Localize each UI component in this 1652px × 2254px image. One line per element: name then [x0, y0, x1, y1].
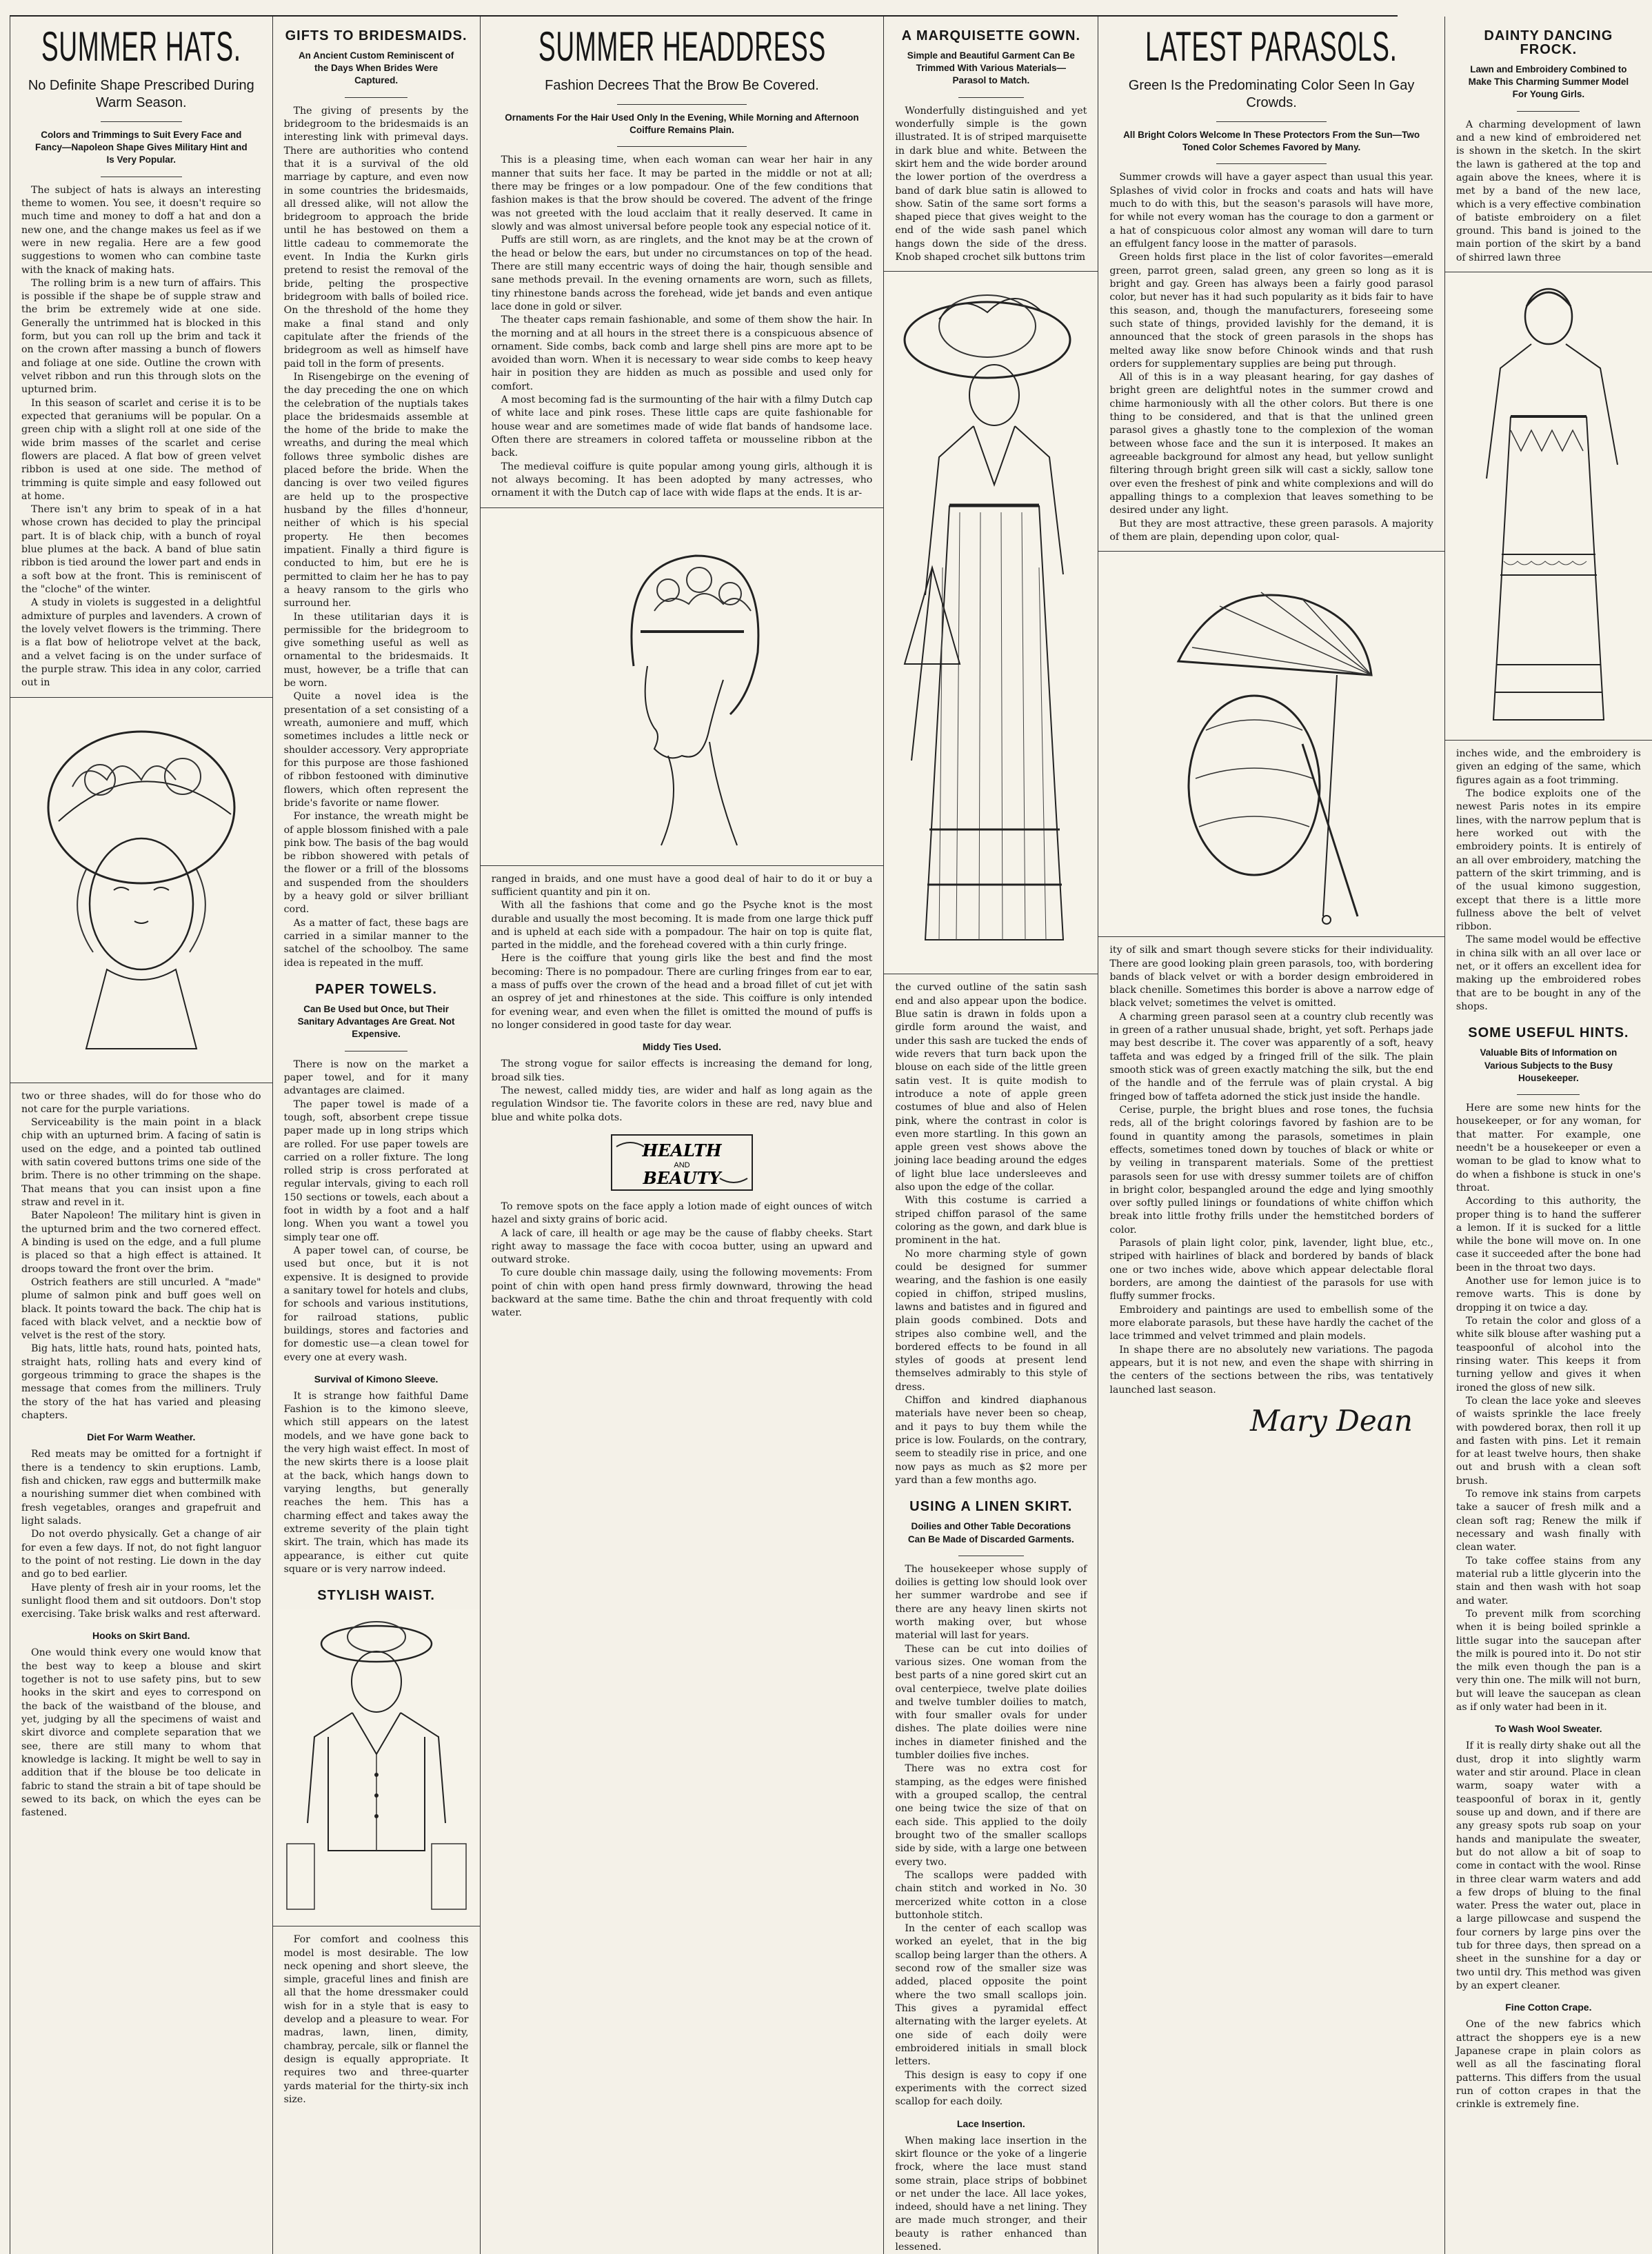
- subtitle-diet: Diet For Warm Weather.: [87, 1431, 196, 1443]
- paragraph: There is now on the market a paper towel, and for it many advantages are claimed.: [283, 1058, 469, 1097]
- paragraph: But they are most attractive, these green parasols. A majority of them are plain, depending upon color, qual-: [1109, 518, 1433, 543]
- paragraph: Chiffon and kindred diaphanous materials have never been so cheap, and it pays to buy them while the price is low. Foulards, on the contrary, seem to steadily rise in price, and one now pays as much as $2 more per yard than a few months ago.: [895, 1395, 1087, 1486]
- paragraph: The strong vogue for sailor effects is increasing the demand for long, broad silk ties.: [491, 1058, 873, 1083]
- subtitle-middy-ties: Middy Ties Used.: [642, 1041, 721, 1053]
- paragraph: ranged in braids, and one must have a good deal of hair to do it or buy a sufficient quantity and pin it on.: [491, 873, 873, 898]
- illustration-woman-in-hat: [10, 697, 272, 1083]
- paragraph: Red meats may be omitted for a fortnight if there is a tendency to skin eruptions. Lamb, fish and chicken, raw eggs and buttermilk make a nourishing summer diet when combined with fresh vegetables, oranges and grapefruit and light salads.: [21, 1449, 261, 1527]
- headline-summer-hats: SUMMER HATS.: [41, 23, 241, 70]
- paragraph: A paper towel can, of course, be used but once, but it is not expensive. It is designed to provide a sanitary towel for hotels and clubs, for schools and various institutions, for railroad stations, public buildings, stores and factories and for domestic use—a clean towel for every one at every wash.: [283, 1245, 469, 1363]
- paragraph: It is strange how faithful Dame Fashion is to the kimono sleeve, which still appears on the latest models, and we have gone back to the very high waist effect. In most of the new skirts there is a loose plait at the back, which hangs down to varying lengths, but generally reaches the hem. This has a charming effect and takes away the extreme severity of the plain tight skirt. The train, which has made its appearance, is either cut quite square or is very narrow indeed.: [283, 1390, 469, 1575]
- article-summer-hats-continued: [21, 1090, 261, 1820]
- article-marquisette-gown: [895, 105, 1087, 265]
- article-marquisette-gown-continued: [895, 981, 1087, 1487]
- logo-text-and: AND: [674, 1160, 690, 1169]
- paragraph: According to this authority, the proper thing is to hand the sufferer a lemon. If it is sucked for a little while the bone will move on. In one case it succeeded after the bone had been in the throat two days.: [1455, 1196, 1641, 1274]
- paragraph: With this costume is carried a striped chiffon parasol of the same coloring as the gown, and dark blue is prominent in the hat.: [895, 1195, 1087, 1247]
- paragraph: These can be cut into doilies of various sizes. One woman from the best parts of a nine gored skirt cut an oval centerpiece, twelve plate doilies and twelve tumbler doilies to match, with four smaller ovals for under dishes. The plate doilies were nine inches in diameter finished and the tumbler doilies five inches.: [895, 1643, 1087, 1762]
- article-latest-parasols-continued: [1109, 944, 1433, 1397]
- paragraph: The paper towel is made of a tough, soft, absorbent crepe tissue paper made up in long strips which are rolled. For use paper towels are carried on a roller fixture. The long rolled strip is cross perforated at regular intervals, giving to each roll 150 sections or towels, each about a foot in width by a foot and a half long. When you want a towel you simply tear one off.: [283, 1098, 469, 1243]
- deck-linen-skirt: Doilies and Other Table Decorations Can Be Made of Discarded Garments.: [907, 1521, 1074, 1544]
- deck-gifts-bridesmaids: An Ancient Custom Reminiscent of the Days When Brides Were Captured.: [298, 50, 454, 86]
- article-useful-hints: [1456, 1102, 1641, 2112]
- article-latest-parasols: [1109, 171, 1433, 544]
- column-dancing-frock: [1445, 17, 1652, 2254]
- deck-summer-headdress: Ornaments For the Hair Used Only In the Evening, While Morning and Afternoon Coiffure Remains Plain.: [505, 112, 859, 136]
- paragraph: The giving of presents by the bridegroom to the bridesmaids is an interesting link with primeval days. There are authorities who contend that it is a survival of the old marriage by capture, and even now in some countries the bridesmaids, all dressed alike, will not allow the bridegroom to approach the bride until he has bestowed on them a little cadeau to commemorate the event. In India the Kurkn girls pretend to resist the removal of the bride, pelting the prospective bridegroom with balls of boiled rice. On the threshold of the home they make a final stand and only capitulate after the friends of the bridegroom as well as himself have paid toll in the form of presents.: [283, 105, 469, 370]
- logo-text-beauty: BEAUTY: [643, 1167, 721, 1188]
- article-summer-headdress-continued: [492, 873, 873, 1125]
- paragraph: In the center of each scallop was worked an eyelet, that in the big scallop being larger than the others. A second row of the smaller size was added, placed opposite the point where the two small scallops join. This gives a pyramidal effect alternating with the larger eyelets. At one side of each doily were embroidered initials in small block letters.: [895, 1923, 1087, 2068]
- deck-marquisette-gown: Simple and Beautiful Garment Can Be Trimmed With Various Materials—Parasol to Match.: [907, 50, 1075, 86]
- paragraph: A study in violets is suggested in a delightful admixture of purples and lavenders. A crown of the lovely velvet flowers is the trimming. There is a flat bow of heliotrope velvet at the back, and a velvet facing is on the under surface of the purple straw. This idea in any color, carried out in: [21, 597, 261, 689]
- paragraph: Green holds first place in the list of color favorites—emerald green, parrot green, salad green, any green so long as it is bright and gay. Green has always been a fairly good parasol color, but never has it had such popularity as it bids fair to have this season, and, though the manufacturers, foreseeing some such state of things, provided lavishly for the demand, it is announced that the stock of green parasols in the shops has melted away like snow before Chinook winds and that rush orders for supplementary supplies are being put through.: [1109, 252, 1433, 370]
- illustration-parasols: [1098, 551, 1444, 937]
- paragraph: Have plenty of fresh air in your rooms, let the sunlight flood them and sit outdoors. Don't stop exercising. Take brisk walks and rest afterward.: [21, 1582, 261, 1620]
- paragraph: Serviceability is the main point in a black chip with an upturned brim. A facing of satin is used on the edge, and a pointed tab outlined with satin covered buttons trims one side of the brim. There is no other trimming on the shape. That means that you can insist upon a fine straw and revel in it.: [21, 1117, 261, 1209]
- headline-summer-headdress: SUMMER HEADDRESS: [538, 23, 826, 70]
- paragraph: In this season of scarlet and cerise it is to be expected that geraniums will be popular. On a green chip with a slight roll at one side of the wide brim masses of the scarlet and cerise flowers are placed. A flat bow of green velvet ribbon is used at one side. The method of trimming is quite simple and easy followed out at home.: [21, 397, 261, 502]
- paragraph: A charming development of lawn and a new kind of embroidered net is shown in the sketch. In the skirt the lawn is gathered at the top and again above the knees, where it is met by a band of the new lace, which is a very effective combination of batiste embroidery on a filet ground. This band is joined to the main portion of the skirt by a band of shirred lawn three: [1455, 119, 1641, 263]
- paragraph: To prevent milk from scorching when it is being boiled sprinkle a little sugar into the saucepan after the milk is poured into it. Do not stir the milk even though the pan is a very thin one. The milk will not burn, but will leave the saucepan as clean as if only water had been in it.: [1455, 1608, 1641, 1713]
- column-grid: [10, 15, 1641, 2253]
- paragraph: Puffs are still worn, as are ringlets, and the knot may be at the crown of the head or below the ears, but under no circumstances on top of the head. There are still many eccentric ways of doing the hair, though sensible and sane methods prevail. In the evening ornaments are worn, such as fillets, tiny rhinestone bands across the forehead, wide jet bands and even antique lace done in gold or silver.: [491, 234, 873, 312]
- paragraph: Here is the coiffure that young girls like the best and find the most becoming: There is no pompadour. There are curling fringes from ear to ear, a mass of puffs over the crown of the head and a broad fillet of cut jet with an osprey of jet and rhinestones at the side. This coiffure is only intended for evening wear, and even when the fillet is omitted the mound of puffs is no longer considered in good taste for day wear.: [491, 953, 873, 1031]
- headline-useful-hints: SOME USEFUL HINTS.: [1468, 1025, 1629, 1041]
- subtitle-kimono: Survival of Kimono Sleeve.: [314, 1373, 439, 1385]
- paragraph: There isn't any brim to speak of in a hat whose crown has decided to play the principal part. It is of black chip, with a bunch of royal blue plumes at the back. A band of blue satin ribbon is tied around the lower part and ends in a soft bow at the front. This is reminiscent of the "cloche" of the winter.: [21, 504, 261, 596]
- subhead-summer-headdress: Fashion Decrees That the Brow Be Covered.: [545, 78, 819, 93]
- paragraph: Embroidery and paintings are used to embellish some of the more elaborate parasols, but these have hardly the cachet of the lace trimmed and velvet trimmed and plain models.: [1109, 1304, 1433, 1342]
- subtitle-hooks: Hooks on Skirt Band.: [92, 1630, 190, 1642]
- illustration-marquisette-gown: [884, 271, 1098, 974]
- paragraph: the curved outline of the satin sash end and also appear upon the bodice. Blue satin is drawn in folds upon a girdle form around the waist, and under this sash are tucked the ends of wide revers that turn back upon the blouse on each side of the little green satin vest. It is quite modish to introduce a note of apple green costumes of blue and also of Helen pink, where the contrast in color is even more startling. In this gown an apple green vest shows above the joining lace beading around the edges of light blue lace undersleeves and also upon the edge of the collar.: [895, 982, 1087, 1194]
- headline-marquisette-gown: A MARQUISETTE GOWN.: [901, 28, 1081, 43]
- logo-text-health: HEALTH: [642, 1140, 722, 1160]
- paragraph: The rolling brim is a new turn of affairs. This is possible if the shape be of supple straw and the brim be extremely wide at one side. Generally the untrimmed hat is blocked in this form, but you can roll up the brim and tack it on the crown after massing a bunch of flowers and foliage at one side. Outline the crown with velvet ribbon and run this through slots on the upturned brim.: [21, 277, 261, 396]
- paragraph: The scallops were padded with chain stitch and worked in No. 30 mercerized white cotton in a close buttonhole stitch.: [895, 1869, 1087, 1921]
- deck-paper-towels: Can Be Used but Once, but Their Sanitary Advantages Are Great. Not Expensive.: [297, 1003, 455, 1040]
- column-bridesmaids: [273, 17, 481, 2254]
- subhead-summer-hats: No Definite Shape Prescribed During Warm Season.: [28, 78, 254, 110]
- paragraph: In these utilitarian days it is permissible for the bridegroom to give something useful as well as ornamental to the bridesmaids. It must, however, be a trifle that can be worn.: [283, 611, 469, 690]
- paragraph: Do not overdo physically. Get a change of air for even a few days. If not, do not fight languor to the point of not resting. Lie down in the day and go to bed earlier.: [21, 1529, 261, 1580]
- headline-paper-towels: PAPER TOWELS.: [315, 981, 437, 997]
- paragraph: Wonderfully distinguished and yet wonderfully simple is the gown illustrated. It is of striped marquisette in dark blue and white. Between the skirt hem and the wide border around the lower portion of the overdress a band of dark blue satin is allowed to show. Satin of the same sort forms a shaped piece that gives weight to the end of the wide sash panel which hangs down the side of the dress. Knob shaped crochet silk buttons trim: [895, 105, 1087, 263]
- subtitle-cotton-crape: Fine Cotton Crape.: [1505, 2002, 1592, 2013]
- paragraph: As a matter of fact, these bags are carried in a similar manner to the satchel of the schoolboy. The same idea is repeated in the muff.: [283, 917, 469, 969]
- paragraph: The bodice exploits one of the newest Paris notes in its empire lines, with the narrow peplum that is here worked out with the embroidery points. It is entirely of an all over embroidery, matching the pattern of the skirt trimming, and is of the usual kimono suggestion, except that there is a little more fullness above the belt of velvet ribbon.: [1455, 788, 1641, 933]
- headline-stylish-waist: STYLISH WAIST.: [317, 1588, 435, 1604]
- article-health-beauty: [492, 1200, 873, 1320]
- paragraph: Big hats, little hats, round hats, pointed hats, straight hats, rolling hats and every kind of gorgeous trimming to grace the shapes is the message that comes from the milliners. Truly the story of the hat has varied and pleasing chapters.: [21, 1343, 261, 1422]
- article-summer-headdress: [492, 154, 873, 500]
- paragraph: To clean the lace yoke and sleeves of waists sprinkle the lace freely with powdered borax, then roll it up and fasten with pins. Let it remain for at least twelve hours, then shake out and brush with a clean soft brush.: [1455, 1395, 1641, 1487]
- paragraph: Parasols of plain light color, pink, lavender, light blue, etc., striped with hairlines of black and bordered by bands of black one or two inches wide, above which appear delectable floral borders, are among the daintiest of the parasols for use with fluffy summer frocks.: [1109, 1238, 1433, 1302]
- paragraph: No more charming style of gown could be designed for summer wearing, and the fashion is one easily copied in chiffon, striped muslins, lawns and batistes and in figured and plain goods combined. Dots and stripes also combine well, and the bordered effects to be found in all styles of goods at present lend themselves admirably to this style of dress.: [895, 1248, 1087, 1393]
- column-parasols: [1098, 17, 1445, 2254]
- paragraph: To remove spots on the face apply a lotion made of eight ounces of witch hazel and sixty grains of boric acid.: [491, 1200, 873, 1226]
- paragraph: For instance, the wreath might be of apple blossom finished with a pale pink bow. The basis of the bag would be ribbon showered with petals of the flower or a frill of the blossoms and suspended from the shoulders by a heavy gold or silver brilliant cord.: [283, 811, 469, 916]
- paragraph: In Risengebirge on the evening of the day preceding the one on which the celebration of the nuptials takes place the bridesmaids assemble at the home of the bride to make the wreaths, and during the meal which follows three symbolic dishes are placed before the bride. When the dancing is over two veiled figures are held up to the prospective husband by the filles d'honneur, neither of which is his special property. He then becomes impatient. Finally a third figure is conducted to him, but ere he is permitted to claim her he has to pay a heavy ransom to the girls who surround her.: [283, 371, 469, 610]
- paragraph: One would think every one would know that the best way to keep a blouse and skirt together is not to use safety pins, but to sew hooks in the skirt and eyes to correspond on the back of the waistband of the blouse, and yet, judging by all the specimens of waist and skirt divorce and complete separation that we see, there are still many to whom that knowledge is lacking. It might be well to say in addition that if the blouse be too delicate in fabric to stand the strain a bit of tape should be sewed to its back, on which the eyes can be fastened.: [21, 1647, 261, 1819]
- paragraph: In shape there are no absolutely new variations. The pagoda appears, but it is not new, and even the shape with shirring in the centers of the sections between the ribs, was tentatively launched last season.: [1109, 1344, 1433, 1396]
- subhead-latest-parasols: Green Is the Predominating Color Seen In Gay Crowds.: [1128, 78, 1415, 110]
- article-summer-hats: [21, 184, 261, 690]
- headline-gifts-bridesmaids: GIFTS TO BRIDESMAIDS.: [285, 28, 467, 43]
- headline-dancing-frock: DAINTY DANCING FROCK.: [1484, 28, 1613, 57]
- paragraph: This is a pleasing time, when each woman can wear her hair in any manner that suits her face. It may be parted in the middle or not at all; there may be fringes or a low pompadour. One of the few conditions that fashion makes is that the brow should be covered. The advent of the fringe was not greeted with the loud acclaim that it really deserved. It came in slowly and was almost universal before people took any especial notice of it.: [491, 154, 873, 232]
- headline-linen-skirt: USING A LINEN SKIRT.: [909, 1499, 1073, 1515]
- paragraph: A charming green parasol seen at a country club recently was in green of a rather unusual shade, bright, yet soft. Perhaps jade may best describe it. The cover was apparently of a soft, heavy taffeta and was edged by a fringed frill of the silk. The plain smooth stick was of green exactly matching the silk, but the end of the handle and of the ferrule was of plain crystal. A big fringed bow of taffeta adorned the stick just inside the handle.: [1109, 1011, 1433, 1103]
- paragraph: A lack of care, ill health or age may be the cause of flabby cheeks. Start right away to massage the face with cocoa butter, using an upward and outward stroke.: [491, 1227, 873, 1266]
- paragraph: Quite a novel idea is the presentation of a set consisting of a wreath, aumoniere and muff, which sometimes includes a little neck or shoulder accessory. Very appropriate for this purpose are those fashioned of ribbon festooned with diminutive flowers, which often represent the bride's favorite or name flower.: [283, 691, 469, 809]
- paragraph: This design is easy to copy if one experiments with the correct sized scallop for each doily.: [895, 2069, 1087, 2108]
- paragraph: With all the fashions that come and go the Psyche knot is the most durable and usually the most becoming. It is made from one large thick puff and is upheld at each side with a pompadour. The hair on top is quite flat, parted in the middle, and the forehead covered with a thin curly fringe.: [491, 900, 873, 952]
- paragraph: The housekeeper whose supply of doilies is getting low should look over her summer wardrobe and see if there are any heavy linen skirts not worth making over, but whose material will last for years.: [895, 1563, 1087, 1642]
- paragraph: The same model would be effective in china silk with an all over lace or net, or it offers an excellent idea for making up the embroidered robes that are to be bought in any of the shops.: [1455, 934, 1641, 1013]
- article-paper-towels: [284, 1058, 469, 1577]
- paragraph: ity of silk and smart though severe sticks for their individuality. There are good looking plain green parasols, too, with bordering bands of black velvet or with a border design embroidered in black chenille. Sometimes this border is above a narrow edge of black velvet; sometimes the velvet is omitted.: [1109, 945, 1433, 1009]
- paragraph: The theater caps remain fashionable, and some of them show the hair. In the morning and at all hours in the street there is a conspicuous absence of ornament. Side combs, back comb and large shell pins are more apt to be avoided than worn. When it is necessary to wear side combs to keep heavy hair in position they are hidden as much as possible and used only for comfort.: [491, 314, 873, 392]
- paragraph: To take coffee stains from any material rub a little glycerin into the stain and then wash with hot soap and water.: [1455, 1555, 1641, 1607]
- article-dancing-frock-continued: [1456, 747, 1641, 1014]
- paragraph: Summer crowds will have a gayer aspect than usual this year. Splashes of vivid color in frocks and coats and hats will have much to do with this, but the season's parasols will have more, for while not every woman has the courage to don a garment or a hat of conspicuous color almost any woman will dare to turn an effulgent fancy loose in the matter of parasols.: [1109, 172, 1433, 250]
- paragraph: To remove ink stains from carpets take a saucer of fresh milk and a clean soft rag; Renew the milk if necessary and wash finally with clean water.: [1455, 1489, 1641, 1553]
- paragraph: A most becoming fad is the surmounting of the hair with a filmy Dutch cap of white lace and pink roses. These little caps are quite fashionable for house wear and are sometimes made of wide flat bands of handsome lace. Often there are streamers in colored taffeta or mousseline ribbon at the back.: [491, 394, 873, 459]
- illustration-stylish-waist: [273, 1609, 480, 1926]
- headline-latest-parasols: LATEST PARASOLS.: [1145, 23, 1398, 70]
- paragraph: Another use for lemon juice is to remove warts. This is done by dropping it on twice a day.: [1455, 1276, 1641, 1314]
- column-summer-hats: [10, 17, 273, 2254]
- deck-dancing-frock: Lawn and Embroidery Combined to Make This Charming Summer Model For Young Girls.: [1468, 64, 1629, 100]
- article-gifts-bridesmaids: [284, 105, 469, 970]
- paragraph: For comfort and coolness this model is most desirable. The low neck opening and short sleeve, the simple, graceful lines and finish are all that the home dressmaker could wish for in a style that is easy to develop and a pleasure to wear. For madras, lawn, linen, dimity, chambray, percale, silk or flannel the design is equally appropriate. It requires two and three-quarter yards material for the thirty-six inch size.: [283, 1934, 469, 2105]
- column-marquisette: [884, 17, 1098, 2254]
- paragraph: inches wide, and the embroidery is given an edging of the same, which figures again as a foot trimming.: [1455, 748, 1641, 786]
- health-beauty-logo: [610, 1133, 754, 1192]
- subtitle-wool-sweater: To Wash Wool Sweater.: [1495, 1723, 1602, 1735]
- paragraph: When making lace insertion in the skirt flounce or the yoke of a lingerie frock, where the lace must stand some strain, place strips of bobbinet or net under the lace. All lace yokes, indeed, should have a net lining. They are made much stronger, and their beauty is rather enhanced than lessened.: [895, 2135, 1087, 2253]
- deck-useful-hints: Valuable Bits of Information on Various Subjects to the Busy Housekeeper.: [1480, 1047, 1618, 1083]
- column-headdress: [481, 17, 885, 2254]
- paragraph: To retain the color and gloss of a white silk blouse after washing put a teaspoonful of alcohol into the rinsing water. This keeps it from turning yellow and gives it when ironed the gloss of new silk.: [1455, 1316, 1641, 1393]
- paragraph: To cure double chin massage daily, using the following movements: From point of chin with open hand press firmly downward, throwing the head backward at the same time. Bathe the chin and throat frequently with cold water.: [491, 1267, 873, 1319]
- paragraph: If it is really dirty shake out all the dust, drop it into slightly warm water and stir around. Place in clean warm, soapy water with a teaspoonful of borax in it, gently souse up and down, and if there are any greasy spots rub soap on your hands and manipulate the sweater, but do not allow a bit of soap to come in contact with the wool. Rinse in three clear warm waters and add a few drops of bluing to the final water. Press the water out, place in a large pillowcase and suspend the four corners by large pins over the tub for three days, then spread on a sheet in the sunshine for a day or two until dry. This method was given by an expert cleaner.: [1455, 1740, 1641, 1992]
- paragraph: The subject of hats is always an interesting theme to women. You see, it doesn't require so much time and money to doff a hat and don a new one, and the change makes us feel as if we were in new regalia. Here are a few good suggestions to women who can combine taste with the knack of making hats.: [21, 184, 261, 276]
- paragraph: Ostrich feathers are still uncurled. A "made" plume of salmon pink and buff goes well on black. It points toward the back. The chip hat is faced with black velvet, and a necktie bow of velvet is the rest of the story.: [21, 1276, 261, 1342]
- paragraph: Bater Napoleon! The military hint is given in the upturned brim and the two cornered effect. A binding is used on the edge, and a full plume is placed so that a high effect is attained. It droops toward the front over the brim.: [21, 1210, 261, 1275]
- paragraph: The medieval coiffure is quite popular among young girls, although it is not always becoming. It has been adopted by many actresses, who ornament it with the Dutch cap of lace with wide flaps at the ends. It is ar-: [491, 461, 873, 499]
- paragraph: The newest, called middy ties, are wider and half as long again as the regulation Windsor tie. The favorite colors in these are red, navy blue and blue and white polka dots.: [491, 1085, 873, 1123]
- paragraph: All of this is in a way pleasant hearing, for gay dashes of bright green are delightful notes in the summer crowd and chime harmoniously with all the other colors. But there is one thing to be considered, and that is that the unlined green parasol gives a ghastly tone to the complexion of the woman between whose face and the sun it is interposed. It makes an agreeable background for almost any head, but yellow sunlight filtering through bright green silk will cast a sickly, sallow tone over even the freshest of pink and white complexions and will do appalling things to a complexion that leaves something to be desired under any light.: [1109, 372, 1433, 516]
- article-dancing-frock: [1456, 119, 1641, 265]
- article-linen-skirt: [895, 1563, 1087, 2254]
- illustration-coiffure-profile: [481, 507, 884, 866]
- paragraph: Cerise, purple, the bright blues and rose tones, the fuchsia reds, all of the bright colorings favored by fashion are to be found in quantity among the parasols, sometimes in plain effects, sometimes toned down by touches of black or white or by veiling in transparent materials. Some of the prettiest parasols seen for use with dressy summer toilets are of chiffon in bright color, bespangled around the edge and lying smoothly over softly pulled linings or foundations of white chiffon which break into little frothy frills under the hemstitched borders of color.: [1109, 1104, 1433, 1236]
- subtitle-lace-insertion: Lace Insertion.: [956, 2117, 1025, 2129]
- illustration-dancing-frock: [1445, 272, 1652, 741]
- author-signature: Mary Dean: [1250, 1403, 1413, 1438]
- deck-latest-parasols: All Bright Colors Welcome In These Protectors From the Sun—Two Toned Color Schemes Favored by Many.: [1123, 130, 1420, 153]
- paragraph: One of the new fabrics which attract the shoppers eye is a new Japanese crape in plain colors as well as all the fascinating floral patterns. This differs from the usual run of cotton crapes in that the crinkle is extremely fine.: [1455, 2019, 1641, 2111]
- paragraph: two or three shades, will do for those who do not care for the purple variations.: [21, 1090, 261, 1115]
- deck-summer-hats: Colors and Trimmings to Suit Every Face and Fancy—Napoleon Shape Gives Military Hint and Is Very Popular.: [35, 130, 248, 165]
- article-stylish-waist: [284, 1933, 469, 2106]
- paragraph: There was no extra cost for stamping, as the edges were finished with a grouped scallop, the central one being twice the size of that on each side. This applied to the doily brought two of the smaller scallops side by side, with a large one between every two.: [895, 1763, 1087, 1868]
- paragraph: Here are some new hints for the housekeeper, or for any woman, for that matter. For example, one needn't be a housekeeper or even a woman to be glad to know what to do when a fishbone is stuck in one's throat.: [1455, 1103, 1641, 1194]
